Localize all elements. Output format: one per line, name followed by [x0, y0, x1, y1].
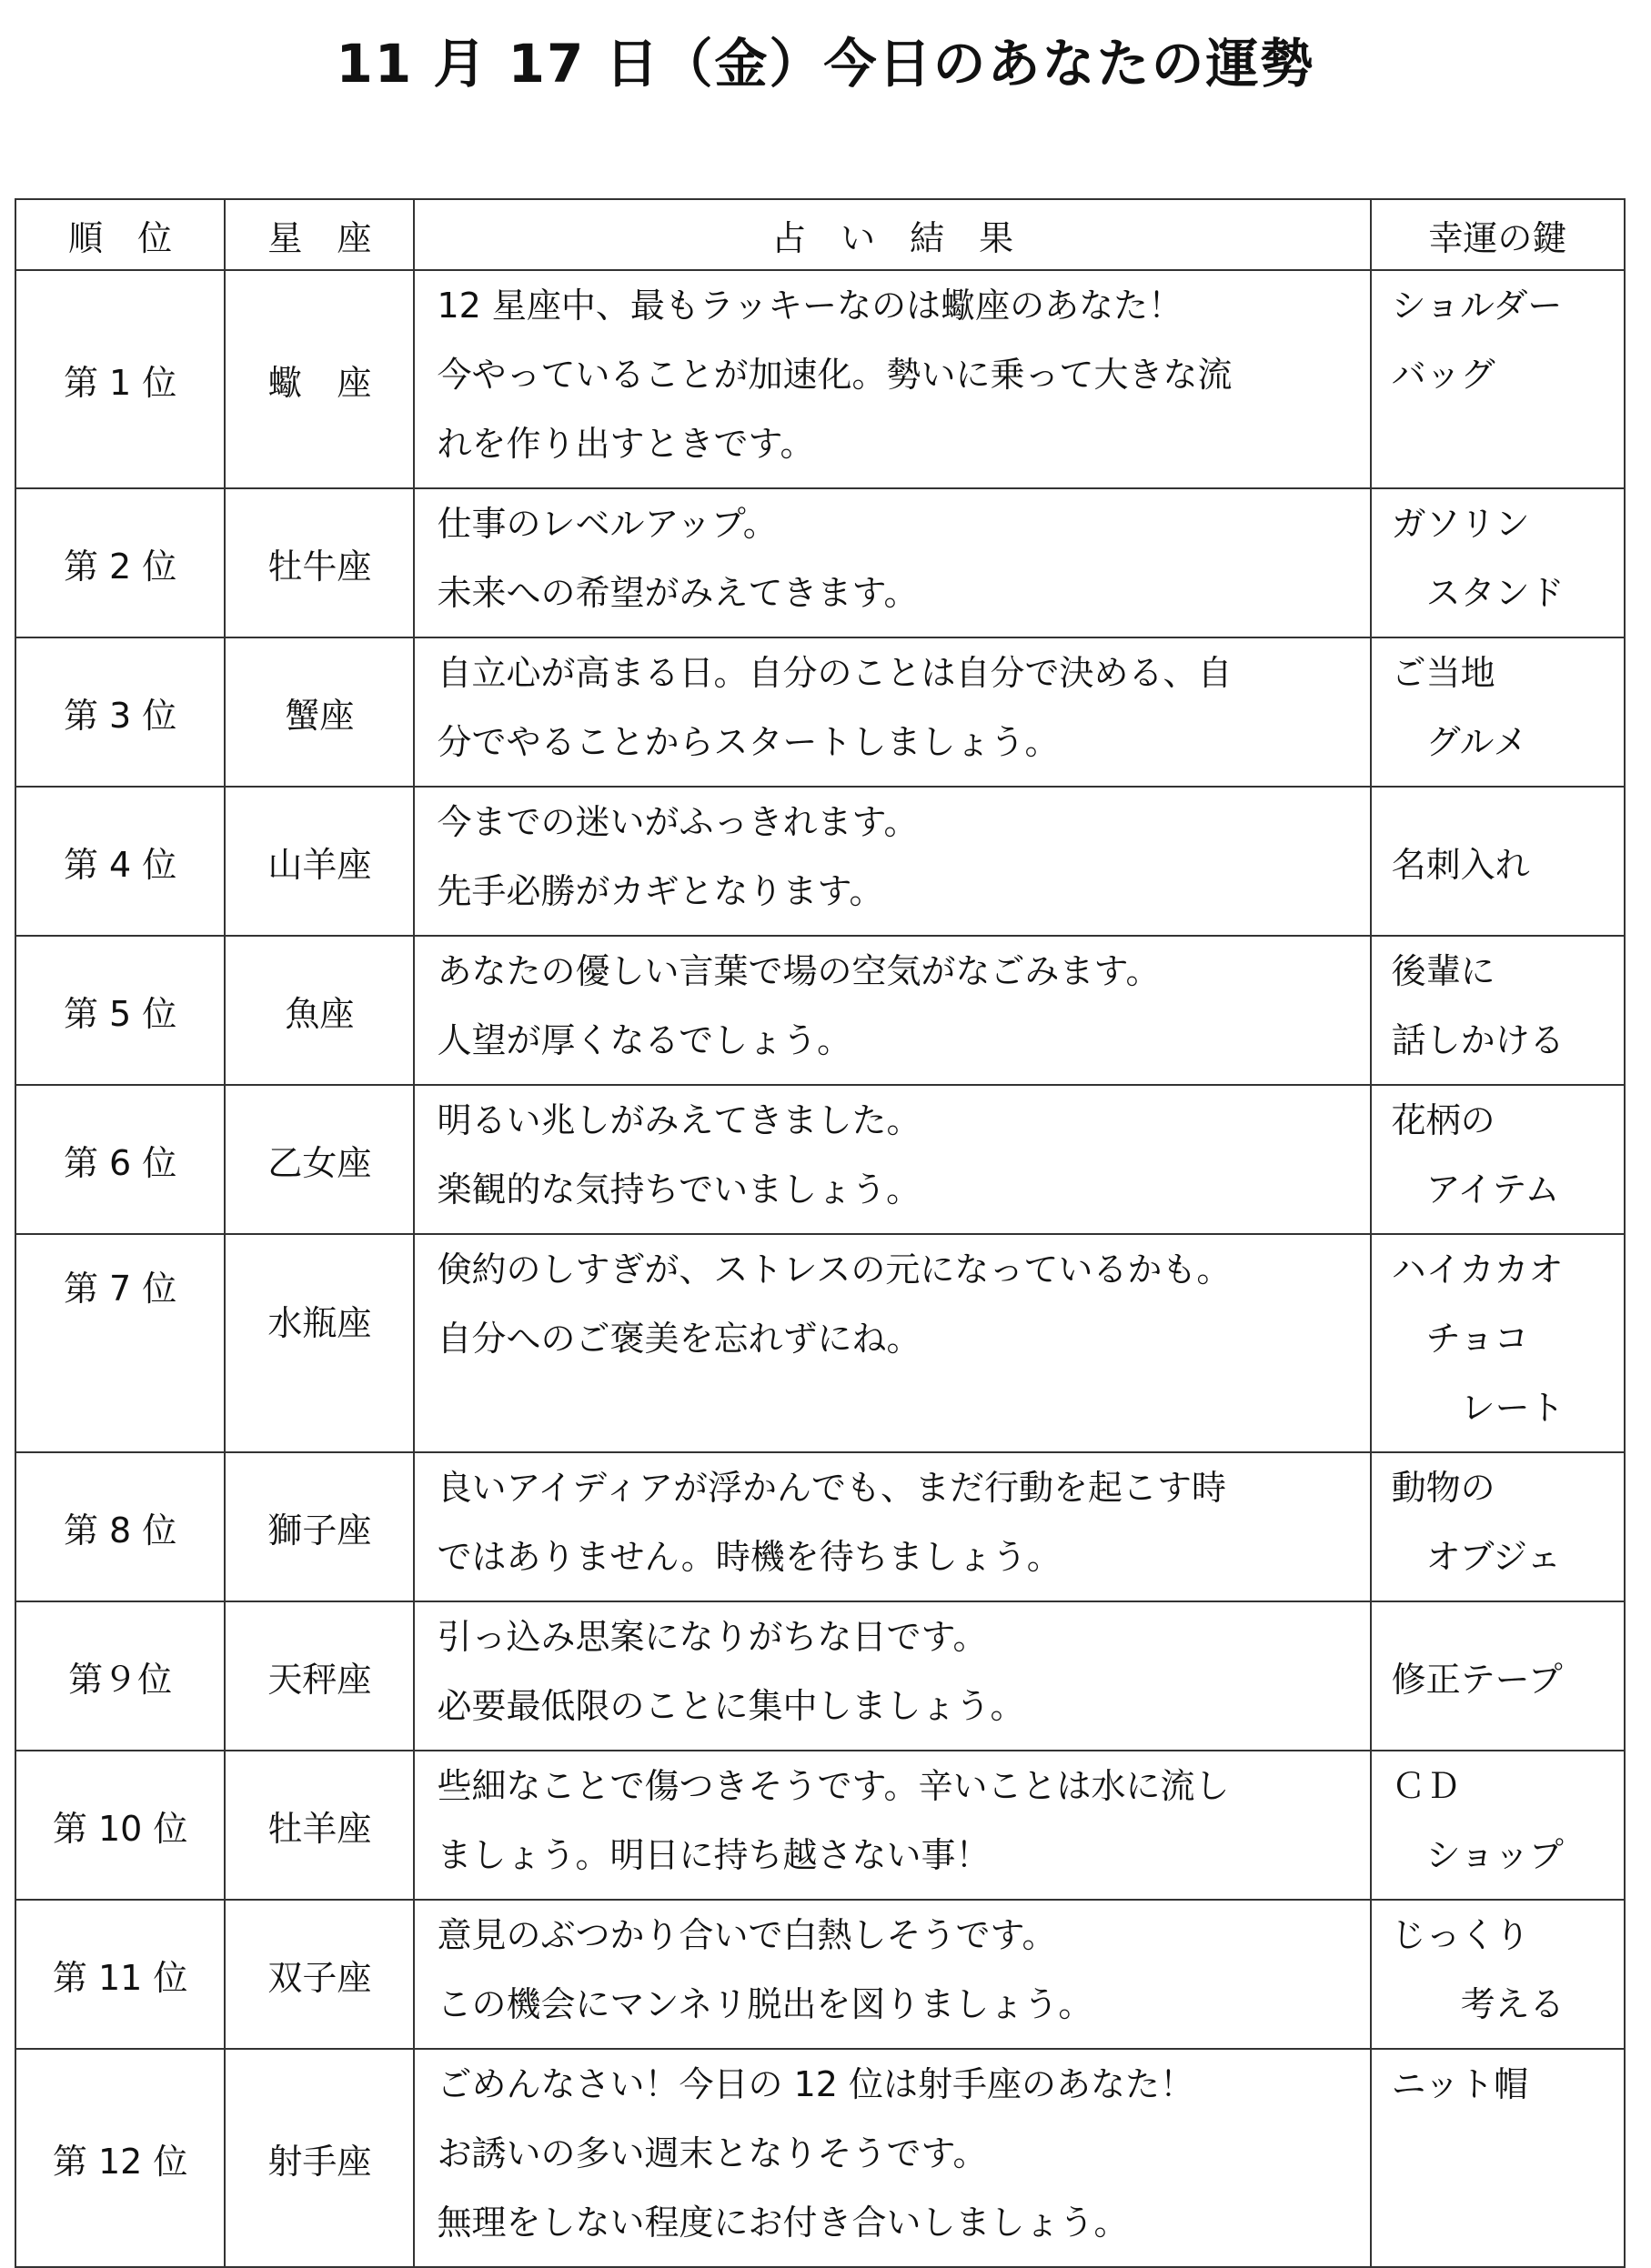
sign-cell: 乙女座 [225, 1085, 414, 1234]
key-cell [1371, 1900, 1625, 2049]
result-line: 無理をしない程度にお付き合いしましょう。 [437, 2203, 1129, 2243]
header-result: 占 い 結 果 [414, 199, 1370, 270]
result-cell [414, 936, 1370, 1085]
result-line: 仕事のレベルアップ。 [437, 504, 778, 544]
sign-cell: 蟹座 [225, 637, 414, 787]
key-cell [1371, 1452, 1625, 1601]
table-row [15, 637, 1625, 787]
result-line: お誘いの多い週末となりそうです。 [437, 2133, 988, 2173]
result-cell [414, 270, 1370, 488]
result-line: 倹約のしすぎが、ストレスの元になっているかも。 [437, 1249, 1232, 1290]
key-cell [1371, 270, 1625, 488]
key-line: ガソリン [1391, 504, 1530, 544]
result-line: 今やっていることが加速化。勢いに乗って大きな流 [437, 355, 1233, 395]
sign-cell: 双子座 [225, 1900, 414, 2049]
result-line: 明るい兆しがみえてきました。 [437, 1100, 921, 1140]
result-line: ましょう。明日に持ち越さない事！ [437, 1835, 991, 1875]
key-line: 花柄の [1391, 1100, 1495, 1140]
result-line: 自分へのご褒美を忘れずにね。 [437, 1319, 921, 1359]
result-line: 今までの迷いがふっきれます。 [437, 802, 919, 842]
header-row [15, 199, 1625, 270]
result-line: 楽観的な気持ちでいましょう。 [437, 1169, 921, 1209]
rank-cell: 第 7 位 [15, 1234, 225, 1452]
sign-cell: 牡牛座 [225, 488, 414, 637]
key-cell [1371, 1601, 1625, 1751]
result-line: 引っ込み思案になりがちな日です。 [437, 1617, 988, 1657]
result-line: あなたの優しい言葉で場の空気がなごみます。 [437, 951, 1161, 991]
result-line: 些細なことで傷つきそうです。辛いことは水に流し [437, 1766, 1230, 1806]
rank-cell: 第 4 位 [15, 787, 225, 936]
result-line: ではありません。時機を待ちましょう。 [437, 1537, 1062, 1577]
rank-cell: 第９位 [15, 1601, 225, 1751]
key-cell [1371, 1751, 1625, 1900]
result-cell [414, 2049, 1370, 2267]
key-line: アイテム [1391, 1169, 1560, 1209]
key-line: 名刺入れ [1391, 844, 1530, 885]
key-line: 考える [1391, 1984, 1565, 2024]
table-row [15, 2049, 1625, 2267]
rank-cell: 第 2 位 [15, 488, 225, 637]
rank-cell: 第 8 位 [15, 1452, 225, 1601]
result-cell [414, 1085, 1370, 1234]
result-cell [414, 1452, 1370, 1601]
table-row [15, 1234, 1625, 1452]
table-row [15, 1601, 1625, 1751]
key-cell [1371, 1234, 1625, 1452]
result-cell [414, 637, 1370, 787]
rank-cell: 第 12 位 [15, 2049, 225, 2267]
result-cell [414, 1234, 1370, 1452]
result-line: 意見のぶつかり合いで白熱しそうです。 [437, 1915, 1057, 1955]
header-key: 幸運の鍵 [1371, 199, 1625, 270]
rank-cell: 第 10 位 [15, 1751, 225, 1900]
key-cell [1371, 787, 1625, 936]
key-cell [1371, 1085, 1625, 1234]
table-row [15, 488, 1625, 637]
sign-cell: 水瓶座 [225, 1234, 414, 1452]
key-line: 動物の [1391, 1468, 1495, 1508]
result-line: 12 星座中、最もラッキーなのは蠍座のあなた！ [437, 286, 1183, 326]
sign-cell: 蠍 座 [225, 270, 414, 488]
key-line: ハイカカオ [1391, 1249, 1564, 1290]
table-row [15, 1085, 1625, 1234]
result-line: 分でやることからスタートしましょう。 [437, 722, 1060, 762]
fortune-table [15, 198, 1626, 2268]
key-line: 後輩に [1391, 951, 1495, 991]
sign-cell: 射手座 [225, 2049, 414, 2267]
result-line: 良いアイディアが浮かんでも、まだ行動を起こす時 [437, 1468, 1227, 1508]
result-line: 先手必勝がカギとなります。 [437, 871, 884, 911]
result-line: 必要最低限のことに集中しましょう。 [437, 1686, 1025, 1726]
key-line: ショルダー [1391, 286, 1563, 326]
sign-cell: 天秤座 [225, 1601, 414, 1751]
sign-cell: 魚座 [225, 936, 414, 1085]
sign-cell: 牡羊座 [225, 1751, 414, 1900]
key-line: ショップ [1391, 1835, 1564, 1875]
key-line: オブジェ [1391, 1537, 1562, 1577]
result-cell [414, 787, 1370, 936]
table-row [15, 787, 1625, 936]
table-row [15, 936, 1625, 1085]
result-line: ごめんなさい！今日の 12 位は射手座のあなた！ [437, 2064, 1194, 2104]
rank-cell: 第 1 位 [15, 270, 225, 488]
table-row [15, 270, 1625, 488]
table-row [15, 1452, 1625, 1601]
rank-cell: 第 11 位 [15, 1900, 225, 2049]
key-line: スタンド [1391, 573, 1565, 613]
key-line: ご当地 [1391, 653, 1495, 693]
result-cell [414, 1601, 1370, 1751]
header-sign: 星 座 [225, 199, 414, 270]
sign-cell: 獅子座 [225, 1452, 414, 1601]
table-row [15, 1751, 1625, 1900]
key-line: 話しかける [1391, 1020, 1565, 1060]
key-cell [1371, 488, 1625, 637]
key-line: グルメ [1391, 722, 1528, 762]
header-rank: 順 位 [15, 199, 225, 270]
key-line: ニット帽 [1391, 2064, 1529, 2104]
result-line: 人望が厚くなるでしょう。 [437, 1020, 852, 1060]
rank-cell: 第 5 位 [15, 936, 225, 1085]
key-cell [1371, 936, 1625, 1085]
result-cell [414, 1751, 1370, 1900]
sign-cell: 山羊座 [225, 787, 414, 936]
rank-cell: 第 3 位 [15, 637, 225, 787]
page-title: 11 月 17 日（金）今日のあなたの運勢 [336, 33, 1315, 95]
result-line: 未来への希望がみえてきます。 [437, 573, 919, 613]
key-cell [1371, 637, 1625, 787]
key-line: バッグ [1391, 355, 1495, 395]
key-line: ＣＤ [1391, 1766, 1461, 1806]
key-line: 修正テープ [1391, 1659, 1563, 1700]
key-line: レート [1391, 1388, 1565, 1428]
result-line: れを作り出すときです。 [437, 424, 815, 464]
result-line: 自立心が高まる日。自分のことは自分で決める、自 [437, 653, 1233, 693]
result-cell [414, 1900, 1370, 2049]
table-row [15, 1900, 1625, 2049]
key-line: じっくり [1391, 1915, 1530, 1955]
rank-cell: 第 6 位 [15, 1085, 225, 1234]
key-cell [1371, 2049, 1625, 2267]
result-cell [414, 488, 1370, 637]
result-line: この機会にマンネリ脱出を図りましょう。 [437, 1984, 1093, 2024]
key-line: チョコ [1391, 1319, 1529, 1359]
